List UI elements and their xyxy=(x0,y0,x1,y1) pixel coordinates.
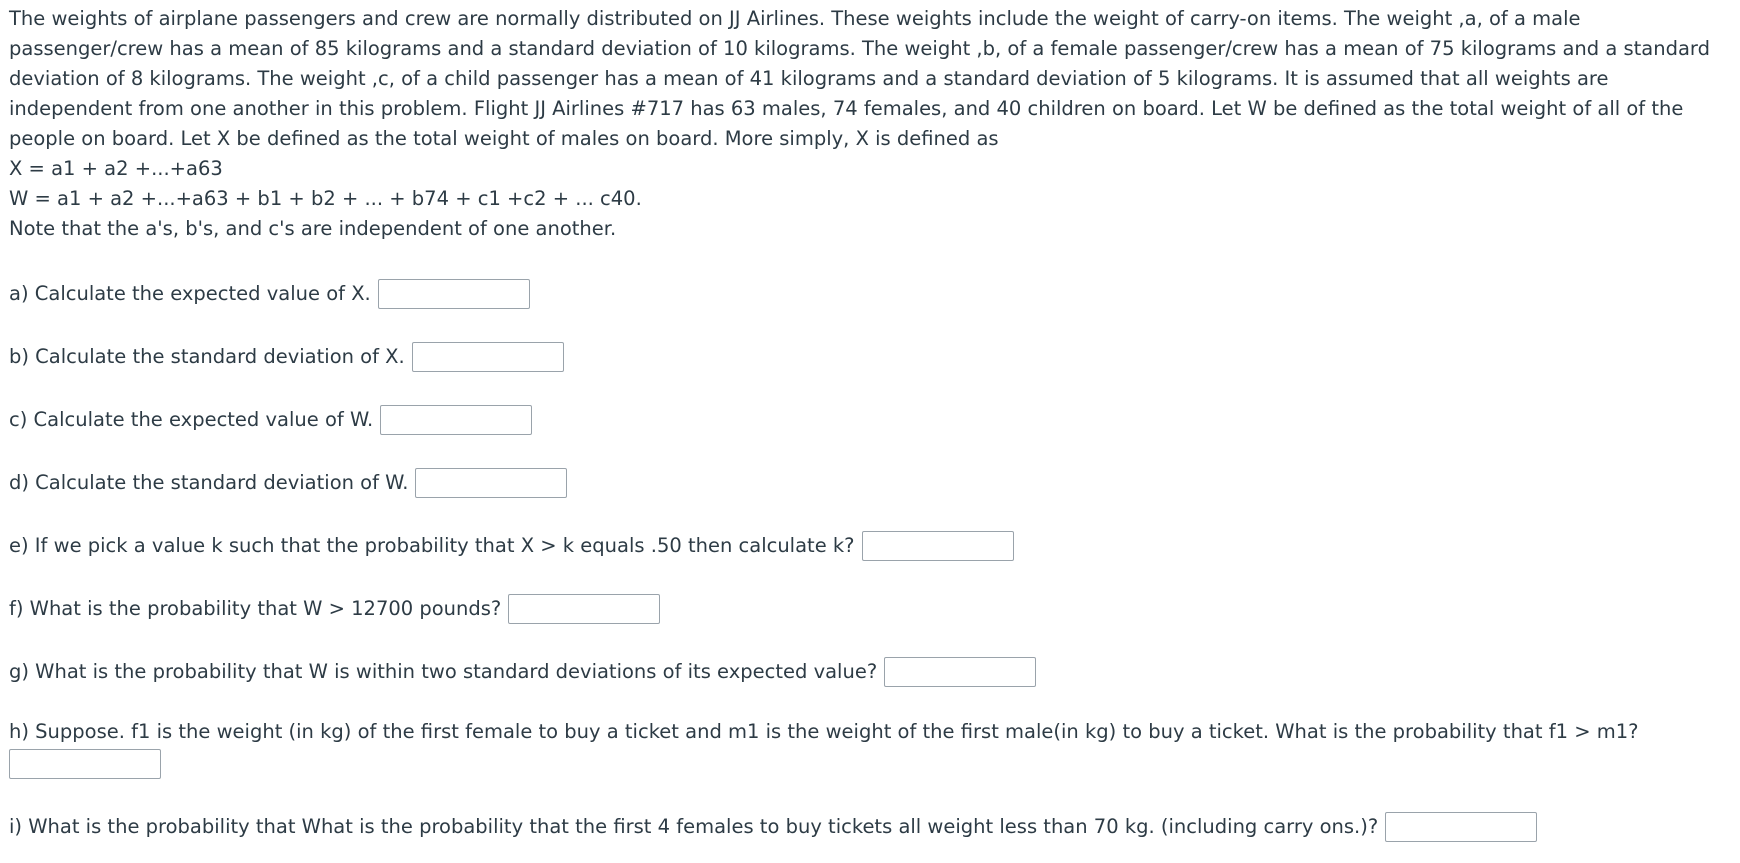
question-i xyxy=(9,795,1731,858)
problem-intro: The weights of airplane passengers and crew are normally distributed on JJ Airlines. These weights include the weight of carry-on items. The weight ,a, of a male passenger/crew has a mean of 85 kilograms and a standard deviation of 10 kilograms. The weight ,b, of a female passenger/crew has a mean of 75 kilograms and a standard deviation of 8 kilograms. The weight ,c, of a child passenger has a mean of 41 kilograms and a standard deviation of 5 kilograms. It is assumed that all weights are independent from one another in this problem. Flight JJ Airlines #717 has 63 males, 74 females, and 40 children on board. Let W be defined as the total weight of all of the people on board. Let X be defined as the total weight of males on board. More simply, X is defined as xyxy=(9,7,1710,150)
question-g-label: g) What is the probability that W is within two standard deviations of its expected value? xyxy=(9,660,878,683)
answer-b-input[interactable] xyxy=(412,342,564,372)
formula-x: X = a1 + a2 +...+a63 xyxy=(9,157,223,180)
question-e-label: e) If we pick a value k such that the probability that X > k equals .50 then calculate k? xyxy=(9,534,855,557)
question-d-label: d) Calculate the standard deviation of W. xyxy=(9,471,409,494)
question-b xyxy=(9,325,1731,388)
question-i-label: i) What is the probability that What is the probability that the first 4 females to buy tickets all weight less than 70 kg. (including carry ons.)? xyxy=(9,815,1379,838)
answer-d-input[interactable] xyxy=(415,468,567,498)
answer-f-input[interactable] xyxy=(508,594,660,624)
question-c xyxy=(9,388,1731,451)
question-h xyxy=(9,703,1731,779)
answer-h-input[interactable] xyxy=(9,749,161,779)
answer-e-input[interactable] xyxy=(862,531,1014,561)
answer-a-input[interactable] xyxy=(378,279,530,309)
question-a-label: a) Calculate the expected value of X. xyxy=(9,282,371,305)
answer-i-input[interactable] xyxy=(1385,812,1537,842)
answer-c-input[interactable] xyxy=(380,405,532,435)
formula-w: W = a1 + a2 +...+a63 + b1 + b2 + ... + b74 + c1 +c2 + ... c40. xyxy=(9,187,642,210)
question-h-label: h) Suppose. f1 is the weight (in kg) of the first female to buy a ticket and m1 is the weight of the first male(in kg) to buy a ticket. What is the probability that f1 > m1? xyxy=(9,720,1639,743)
independence-note: Note that the a's, b's, and c's are independent of one another. xyxy=(9,217,617,240)
question-g xyxy=(9,640,1731,703)
question-e xyxy=(9,514,1731,577)
question-f xyxy=(9,577,1731,640)
question-a xyxy=(9,262,1731,325)
question-b-label: b) Calculate the standard deviation of X. xyxy=(9,345,405,368)
question-f-label: f) What is the probability that W > 12700 pounds? xyxy=(9,597,502,620)
question-c-label: c) Calculate the expected value of W. xyxy=(9,408,374,431)
question-d xyxy=(9,451,1731,514)
answer-g-input[interactable] xyxy=(884,657,1036,687)
